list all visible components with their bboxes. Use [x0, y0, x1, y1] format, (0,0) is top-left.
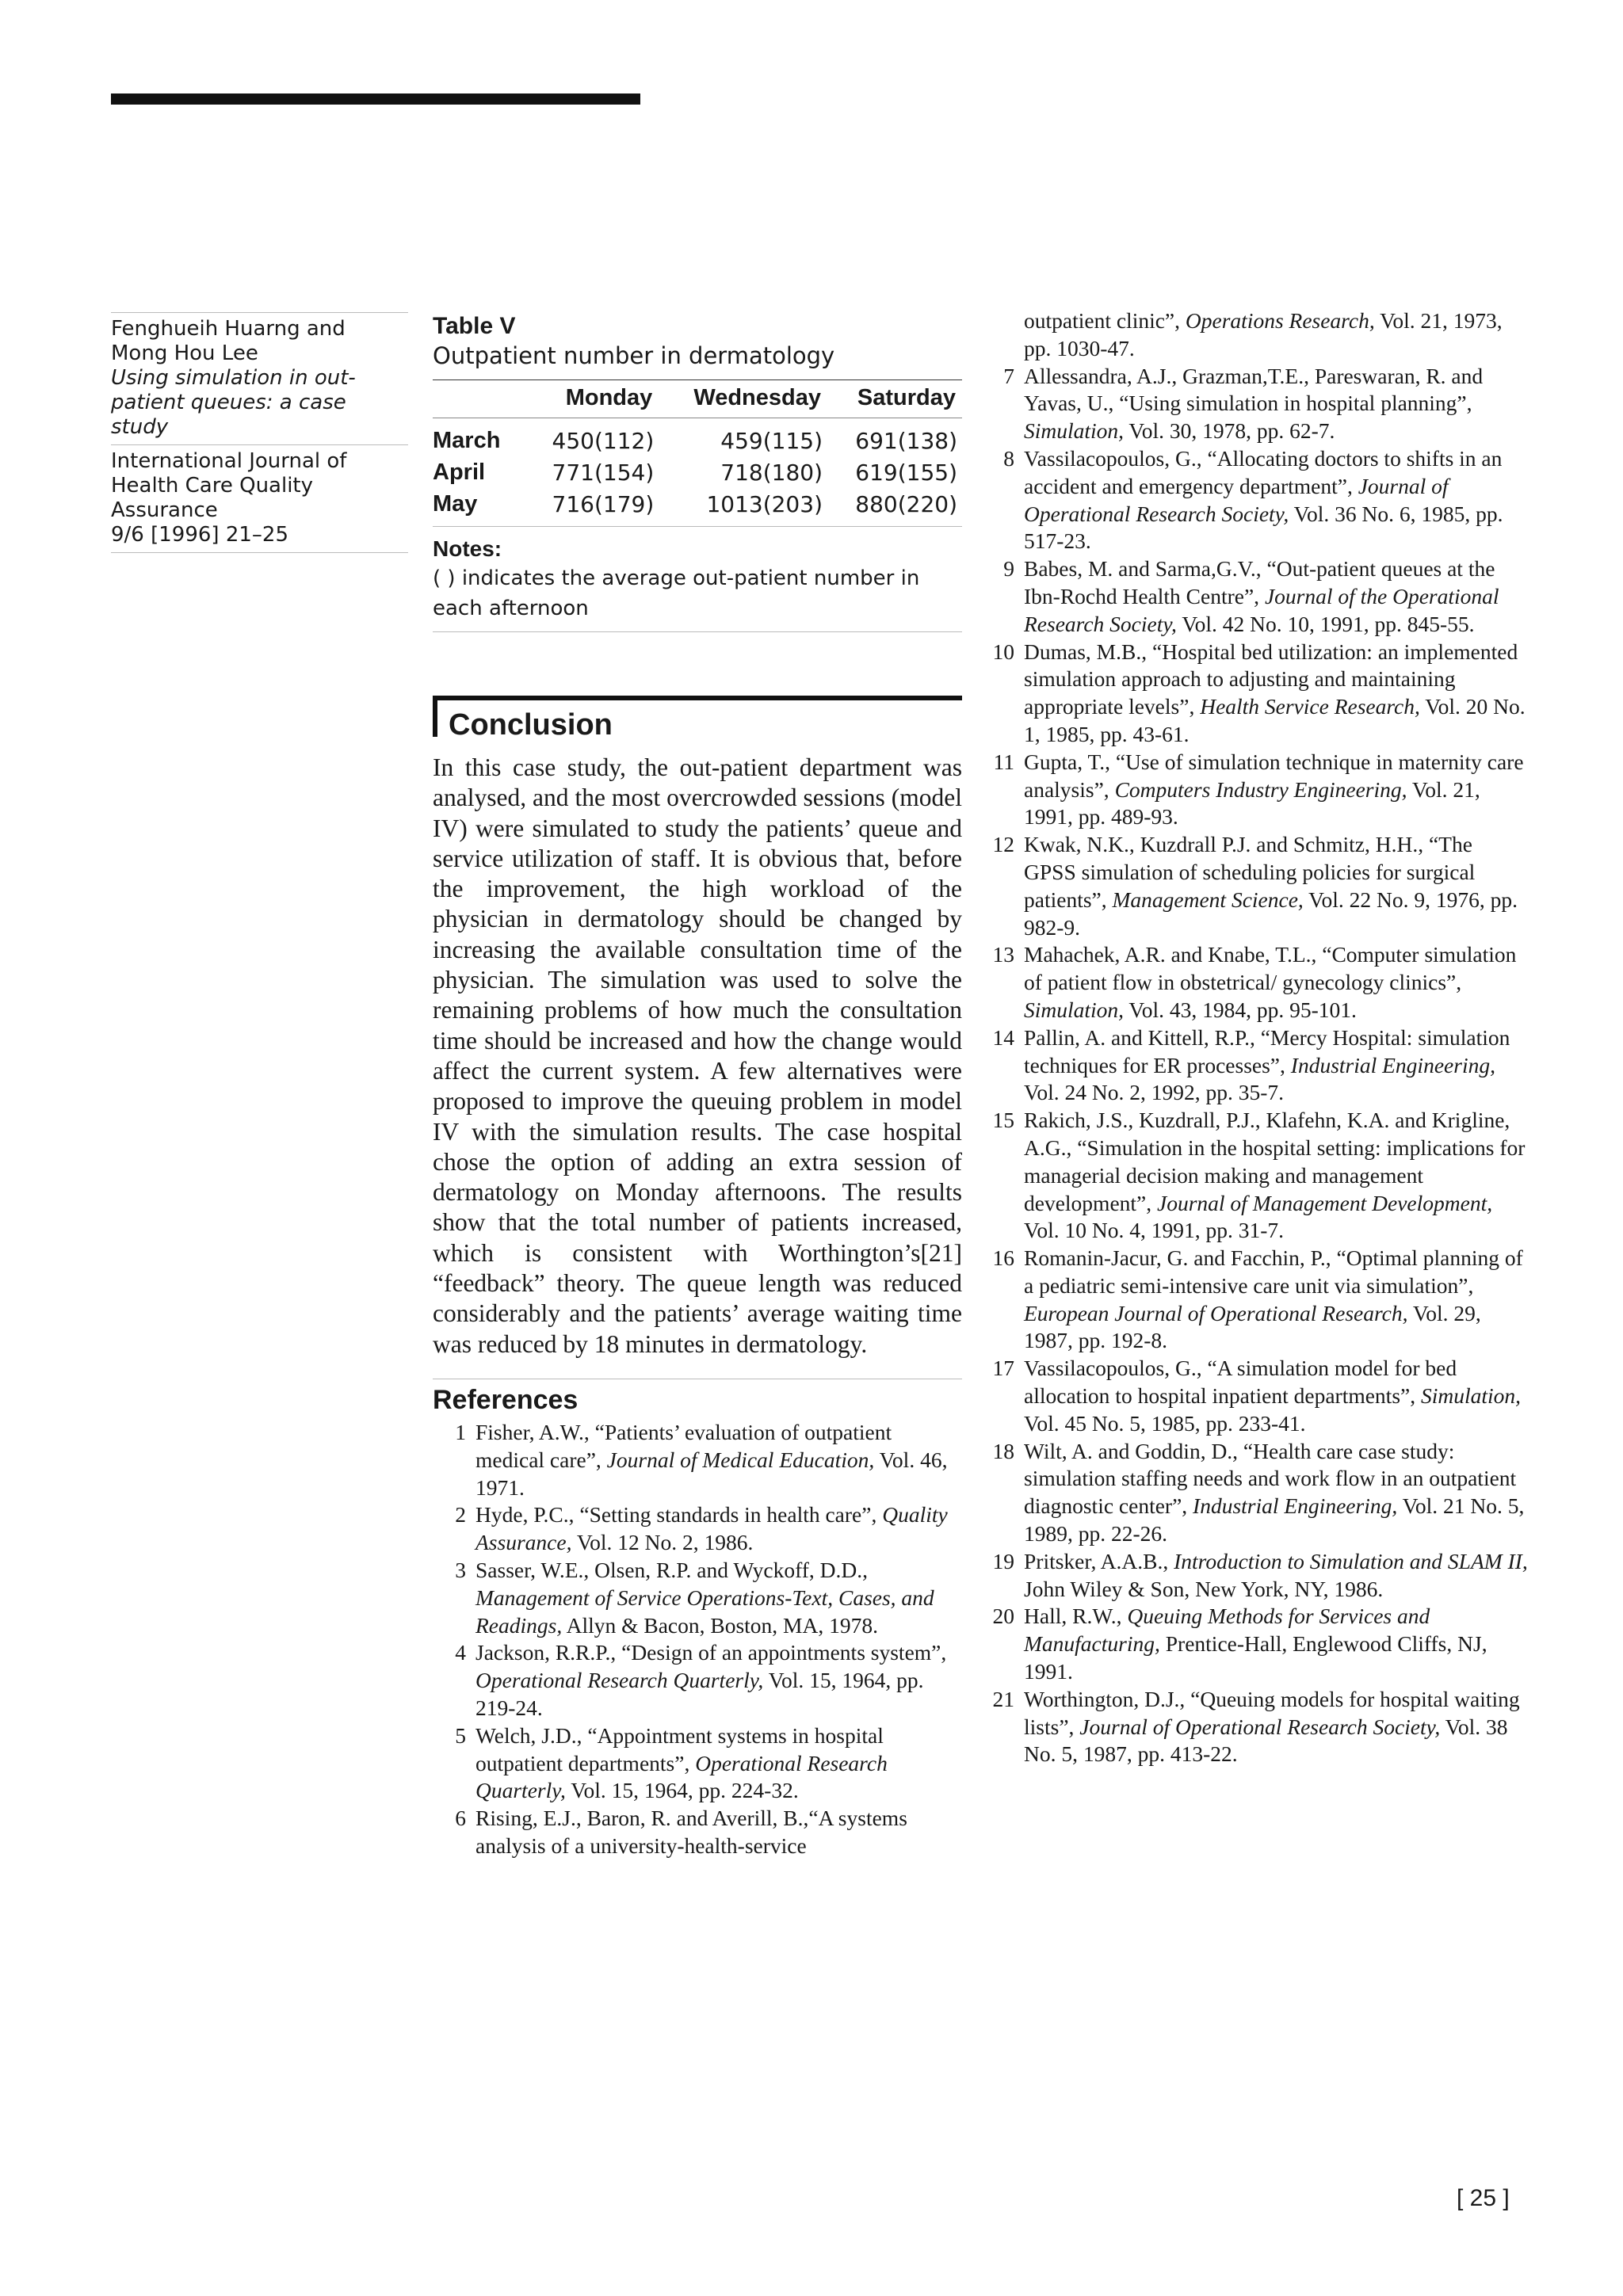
reference-details: Vol. 15, 1964, pp. 224-32.: [565, 1778, 799, 1803]
reference-number: 4: [455, 1640, 466, 1665]
reference-number: 19: [992, 1548, 1014, 1573]
reference-authors-title: Rising, E.J., Baron, R. and Averill, B.,“A systems analysis of a university-health-service: [475, 1806, 907, 1858]
reference-details: Vol. 29, 1987, pp. 192-8.: [1024, 1300, 1481, 1353]
reference-journal: Health Service Research,: [1200, 694, 1420, 719]
reference-text: [1024, 363, 1528, 445]
reference-number: 15: [992, 1108, 1014, 1133]
reference-journal: Industrial Engineering,: [1290, 1052, 1495, 1077]
reference-text: [1024, 749, 1528, 831]
reference-details: Vol. 21, 1991, pp. 489-93.: [1024, 776, 1480, 830]
notes-heading: Notes:: [433, 536, 502, 561]
reference-journal: Journal of Management Development,: [1157, 1190, 1493, 1215]
reference-journal: Management of Service Operations-Text, Cases, and Readings,: [475, 1585, 934, 1638]
reference-number: 5: [455, 1722, 466, 1748]
reference-details: Vol. 12 No. 2, 1986.: [571, 1530, 754, 1555]
cell-monday: 716(179): [552, 490, 655, 517]
conclusion-body: In this case study, the out-patient department was analysed, and the most overcrowded sessions (model IV) were simulated to study the patients’ queue and service utilization of staff. It is obvious that, before the improvement, the high workload of the physician in dermatology should be changed by increasing the available consultation time of the physician. The simulation was used to solve the remaining problems of how much the consultation time should be increased and how the change would affect the current system. A few alternatives were proposed to improve the queuing problem in model IV with the simulation results. The case hospital chose the option of adding an extra session of dermatology on Monday afternoons. The results show that the total number of patients increased, which is consistent with Worthington’s[21] “feedback” theory. The queue length was reduced considerably and the patients’ average waiting time was reduced by 18 minutes in dermatology.: [433, 753, 962, 1358]
header-blank: [433, 380, 524, 418]
row-label: May: [433, 490, 478, 517]
reference-item: [989, 445, 1528, 555]
journal-line-2: Health Care Quality: [111, 474, 314, 498]
cell-wednesday: 718(180): [720, 459, 823, 486]
reference-item: [989, 363, 1528, 445]
reference-journal: Journal of Medical Education,: [606, 1447, 875, 1472]
reference-journal: Industrial Engineering,: [1193, 1493, 1398, 1519]
reference-number: 6: [455, 1806, 466, 1831]
authors-line-2: Mong Hou Lee: [111, 341, 258, 365]
outpatient-table: [433, 379, 962, 520]
reference-authors-title: Pallin, A. and Kittell, R.P., “Mercy Hospital: simulation techniques for ER processes”,: [1024, 1024, 1510, 1077]
reference-number: 17: [992, 1356, 1014, 1381]
table-row: [433, 488, 962, 520]
reference-authors-title: Allessandra, A.J., Grazman,T.E., Pareswaran, R. and Yavas, U., “Using simulation in hospital planning”,: [1024, 363, 1484, 416]
reference-authors-title: Gupta, T., “Use of simulation technique in maternity care analysis”,: [1024, 749, 1524, 802]
reference-number: 14: [992, 1024, 1014, 1050]
section-marker: [433, 700, 437, 737]
reference-item: [989, 941, 1528, 1024]
journal-line-1: International Journal of: [111, 449, 347, 473]
reference-item: [989, 639, 1528, 749]
reference-authors-title: Mahachek, A.R. and Knabe, T.L., “Computer simulation of patient flow in obstetrical/ gynecology clinics”,: [1024, 942, 1517, 995]
reference-item: [989, 1245, 1528, 1355]
reference-details: Vol. 15, 1964, pp. 219-24.: [475, 1668, 924, 1720]
reference-journal: Operational Research Quarterly,: [475, 1668, 764, 1693]
table-row: [433, 418, 962, 457]
right-column: [989, 307, 1528, 1768]
cell-wednesday: 459(115): [720, 427, 823, 454]
reference-text: [475, 1639, 962, 1722]
reference-number: 16: [992, 1245, 1014, 1271]
reference-authors-title: Dumas, M.B., “Hospital bed utilization: an implemented simulation approach to adjusting and maintaining appropriate levels”,: [1024, 639, 1518, 719]
reference-item: [989, 1438, 1528, 1548]
middle-column: [433, 313, 962, 1860]
reference-number: 13: [992, 942, 1014, 967]
reference-authors-title: Kwak, N.K., Kuzdrall P.J. and Schmitz, H.H., “The GPSS simulation of scheduling policies for surgical patients”,: [1024, 832, 1476, 912]
reference-number: 3: [455, 1557, 466, 1582]
reference-text: [1024, 639, 1528, 749]
notes-text: ( ) indicates the average out-patient number in each afternoon: [433, 566, 920, 620]
article-title-line-2: patient queues: a case study: [111, 391, 346, 439]
header-rule: [111, 93, 640, 105]
reference-details: Vol. 21 No. 5, 1989, pp. 22-26.: [1024, 1493, 1525, 1547]
row-label: March: [433, 427, 501, 453]
reference-details: Vol. 38 No. 5, 1987, pp. 413-22.: [1024, 1714, 1508, 1767]
reference-details: Vol. 36 No. 6, 1985, pp. 517-23.: [1024, 501, 1503, 554]
cell-wednesday: 1013(203): [706, 490, 823, 517]
reference-details: Vol. 42 No. 10, 1991, pp. 845-55.: [1176, 611, 1475, 636]
reference-journal: Introduction to Simulation and SLAM II,: [1174, 1548, 1528, 1573]
cell-saturday: 691(138): [855, 427, 957, 454]
reference-details: Prentice-Hall, Englewood Cliffs, NJ, 1991.: [1024, 1631, 1487, 1684]
reference-details: Vol. 45 No. 5, 1985, pp. 233-41.: [1024, 1410, 1306, 1436]
reference-details: Allyn & Bacon, Boston, MA, 1978.: [562, 1612, 878, 1638]
reference-text: [1024, 1245, 1528, 1355]
reference-item: [989, 1603, 1528, 1685]
reference-authors-title: Vassilacopoulos, G., “A simulation model for bed allocation to hospital inpatient departments”,: [1024, 1356, 1457, 1409]
reference-journal: Journal of Operational Research Society,: [1024, 473, 1449, 526]
reference-text: [1024, 1024, 1528, 1107]
reference-number: 2: [455, 1502, 466, 1527]
reference-journal: Journal of Operational Research Society,: [1079, 1714, 1441, 1739]
reference-authors-title: Hyde, P.C., “Setting standards in health care”,: [475, 1502, 883, 1527]
reference-number: [989, 307, 1024, 363]
reference-number: 20: [992, 1604, 1014, 1629]
reference-text: [1024, 445, 1528, 555]
table-title: Table V: [433, 313, 516, 339]
reference-details: John Wiley & Son, New York, NY, 1986.: [1024, 1576, 1384, 1601]
reference-journal: Queuing Methods for Services and Manufacturing,: [1024, 1604, 1430, 1657]
reference-text: [1024, 1107, 1528, 1245]
reference-authors-title: Hall, R.W.,: [1024, 1604, 1128, 1629]
cell-saturday: 880(220): [855, 490, 957, 517]
references-heading: References: [433, 1384, 579, 1415]
reference-journal: Operations Research,: [1185, 308, 1375, 333]
reference-authors-title: Romanin-Jacur, G. and Facchin, P., “Optimal planning of a pediatric semi-intensive care unit via simulation”,: [1024, 1245, 1523, 1298]
reference-journal: Computers Industry Engineering,: [1114, 776, 1407, 802]
reference-item: [989, 1548, 1528, 1604]
reference-number: 10: [992, 639, 1014, 664]
reference-authors-title: Sasser, W.E., Olsen, R.P. and Wyckoff, D.D.,: [475, 1557, 869, 1582]
reference-authors-title: Jackson, R.R.P., “Design of an appointments system”,: [475, 1640, 947, 1665]
reference-authors-title: Welch, J.D., “Appointment systems in hospital outpatient departments”,: [475, 1722, 884, 1775]
reference-item: [989, 1686, 1528, 1768]
reference-text: [1024, 1438, 1528, 1548]
reference-text: [1024, 1355, 1528, 1437]
reference-item: [989, 749, 1528, 831]
conclusion-section: [433, 696, 962, 1360]
article-title-line-1: Using simulation in out-: [111, 366, 356, 390]
article-meta: [111, 312, 408, 553]
reference-authors-title: Vassilacopoulos, G., “Allocating doctors to shifts in an accident and emergency department”,: [1024, 445, 1503, 498]
reference-journal: Quality Assurance,: [475, 1502, 948, 1555]
reference-list-right: [989, 363, 1528, 1769]
references-section: [433, 1379, 962, 1860]
reference-text: [475, 1557, 962, 1639]
reference-details: Vol. 20 No. 1, 1985, pp. 43-61.: [1024, 694, 1526, 746]
cell-monday: 771(154): [552, 459, 655, 486]
header-wednesday: Wednesday: [659, 380, 827, 418]
reference-authors-title: Rakich, J.S., Kuzdrall, P.J., Klafehn, K.A. and Krigline, A.G., “Simulation in the hospital setting: implications for managerial decision making and management development”,: [1024, 1108, 1526, 1215]
reference-item: [433, 1639, 962, 1722]
reference-text: [1024, 555, 1528, 638]
journal-issue: 9/6 [1996] 21–25: [111, 523, 288, 547]
reference-details: Vol. 43, 1984, pp. 95-101.: [1124, 997, 1357, 1022]
header-saturday: Saturday: [827, 380, 962, 418]
reference-details: Vol. 21, 1973, pp. 1030-47.: [1024, 308, 1503, 360]
reference-item: [433, 1501, 962, 1557]
reference-item: [433, 1557, 962, 1639]
reference-item-continued: [989, 307, 1528, 363]
reference-text: [1024, 941, 1528, 1024]
reference-number: 8: [1003, 445, 1014, 471]
reference-text: [1024, 307, 1528, 363]
reference-item: [433, 1722, 962, 1805]
reference-number: 9: [1003, 556, 1014, 582]
reference-authors-title: Fisher, A.W., “Patients’ evaluation of outpatient medical care”,: [475, 1419, 892, 1472]
reference-journal: Simulation,: [1024, 418, 1125, 444]
reference-details: Vol. 24 No. 2, 1992, pp. 35-7.: [1024, 1080, 1284, 1105]
reference-authors-title: Worthington, D.J., “Queuing models for hospital waiting lists”,: [1024, 1686, 1520, 1739]
reference-number: 11: [993, 749, 1014, 774]
reference-item: [989, 1107, 1528, 1245]
reference-text: [1024, 1603, 1528, 1685]
conclusion-heading: Conclusion: [449, 708, 613, 742]
reference-item: [989, 555, 1528, 638]
reference-text: [475, 1501, 962, 1557]
reference-number: 12: [992, 832, 1014, 857]
header-monday: Monday: [524, 380, 659, 418]
reference-authors-title: Wilt, A. and Goddin, D., “Health care case study: simulation staffing needs and work flow in an outpatient diagnostic center”,: [1024, 1438, 1517, 1519]
reference-tail: outpatient clinic”,: [1024, 308, 1186, 333]
reference-journal: Simulation,: [1024, 997, 1125, 1022]
journal-info: [111, 444, 408, 553]
reference-text: [475, 1805, 962, 1860]
reference-text: [1024, 1548, 1528, 1604]
reference-item: [433, 1805, 962, 1860]
reference-details: Vol. 22 No. 9, 1976, pp. 982-9.: [1024, 887, 1518, 940]
reference-text: [475, 1419, 962, 1501]
reference-number: 1: [455, 1419, 466, 1444]
reference-text: [1024, 831, 1528, 941]
reference-number: 18: [992, 1438, 1014, 1463]
reference-number: 21: [992, 1686, 1014, 1711]
reference-journal: European Journal of Operational Research,: [1024, 1300, 1408, 1325]
article-info: [111, 312, 408, 444]
authors-line-1: Fenghueih Huarng and: [111, 317, 346, 341]
cell-monday: 450(112): [552, 427, 655, 454]
table-header-row: [433, 380, 962, 418]
cell-saturday: 619(155): [855, 459, 957, 486]
reference-item: [989, 831, 1528, 941]
reference-journal: Operational Research Quarterly,: [475, 1750, 888, 1803]
reference-journal: Management Science,: [1112, 887, 1304, 912]
reference-text: [1024, 1686, 1528, 1768]
table-notes: [433, 526, 962, 632]
reference-journal: Journal of the Operational Research Society,: [1024, 583, 1499, 636]
reference-journal: Simulation,: [1420, 1383, 1522, 1409]
row-label: April: [433, 459, 486, 485]
reference-number: 7: [1003, 363, 1014, 388]
table-subtitle: Outpatient number in dermatology: [433, 342, 835, 369]
page-number: [ 25 ]: [1457, 2185, 1510, 2211]
reference-item: [989, 1024, 1528, 1107]
reference-details: Vol. 46, 1971.: [475, 1447, 948, 1500]
reference-details: Vol. 30, 1978, pp. 62-7.: [1124, 418, 1335, 444]
reference-authors-title: Pritsker, A.A.B.,: [1024, 1548, 1174, 1573]
reference-text: [475, 1722, 962, 1805]
reference-details: Vol. 10 No. 4, 1991, pp. 31-7.: [1024, 1218, 1284, 1243]
table-row: [433, 456, 962, 488]
reference-item: [989, 1355, 1528, 1437]
reference-item: [433, 1419, 962, 1501]
reference-list-left: [433, 1419, 962, 1860]
reference-authors-title: Babes, M. and Sarma,G.V., “Out-patient queues at the Ibn-Rochd Health Centre”,: [1024, 556, 1495, 608]
journal-line-3: Assurance: [111, 498, 218, 522]
